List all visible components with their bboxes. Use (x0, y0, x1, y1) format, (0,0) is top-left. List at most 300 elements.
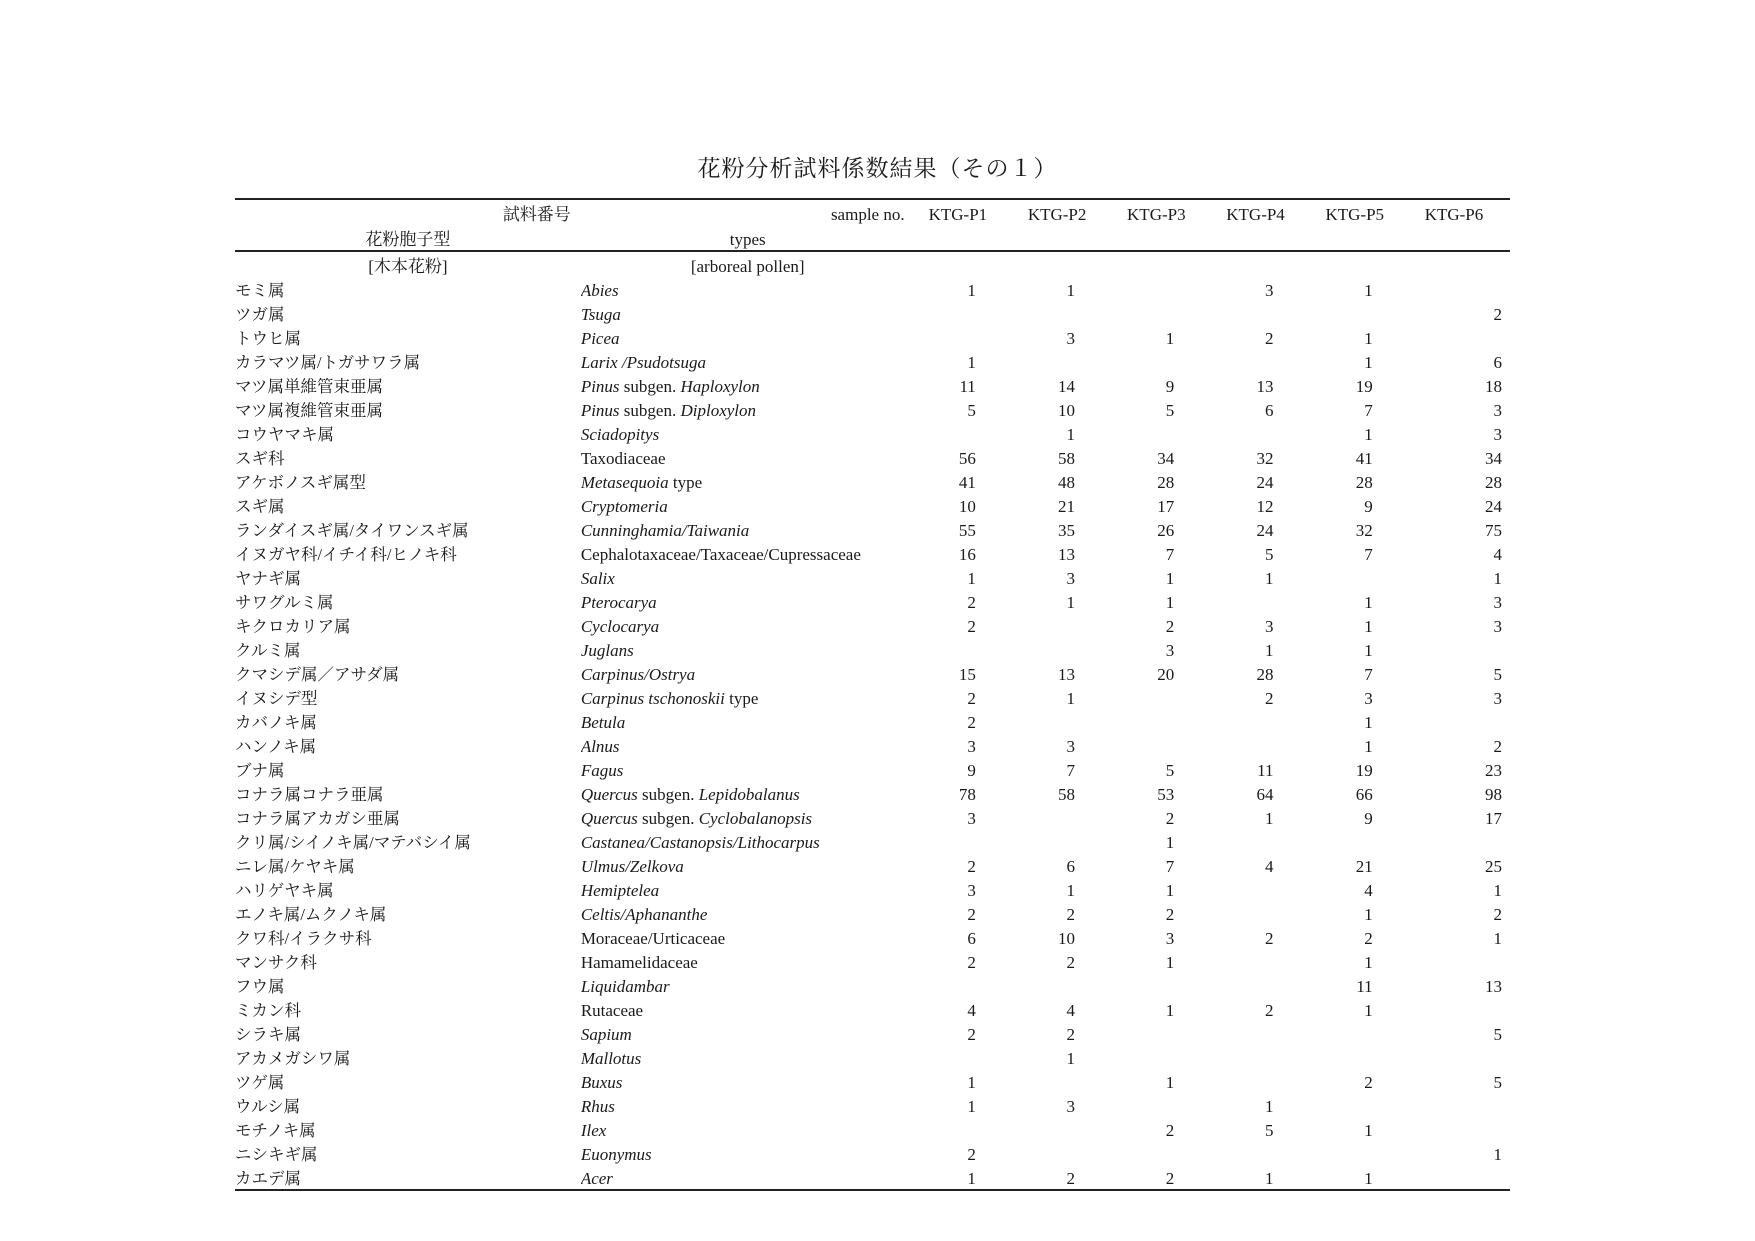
taxon-name-latin (581, 901, 915, 925)
page-title: 花粉分析試料係数結果（その１） (697, 156, 1058, 181)
table-row (235, 493, 1510, 517)
taxon-name-latin (581, 517, 915, 541)
table-row (235, 1093, 1510, 1117)
count-cell: 55 (958, 521, 976, 540)
section-row-arboreal (235, 251, 1510, 277)
count-cell (1212, 1141, 1311, 1165)
table-row (235, 973, 1510, 997)
count-cell: 2 (967, 689, 976, 708)
taxon-name-jp: ツゲ属 (235, 1073, 285, 1092)
count-cell (1014, 829, 1113, 853)
count-cell: 3 (1066, 737, 1076, 756)
taxon-name-part: Carpinus/Ostrya (580, 665, 696, 684)
taxon-name-latin (581, 781, 915, 805)
taxon-name-part: Fagus (580, 761, 624, 780)
count-cell (1212, 829, 1311, 853)
column-header: KTG-P6 (1411, 199, 1510, 225)
taxon-name-jp: ランダイスギ属/タイワンスギ属 (235, 521, 469, 540)
count-cell: 1 (1066, 281, 1076, 300)
taxon-name-jp: カバノキ属 (235, 713, 317, 732)
count-cell (1212, 949, 1311, 973)
taxon-name-latin (581, 349, 915, 373)
taxon-name-part: subgen. (637, 785, 699, 804)
taxon-name-part: Carpinus tschonoskii (580, 689, 725, 708)
count-cell (1014, 1117, 1113, 1141)
taxon-name-part: Cyclocarya (580, 617, 660, 636)
taxon-name-latin (581, 493, 915, 517)
taxon-name-latin (581, 1093, 915, 1117)
taxon-name-jp: ツガ属 (235, 305, 285, 324)
taxon-name-jp: マツ属単維管束亜属 (235, 377, 384, 396)
taxon-name-jp: フウ属 (235, 977, 285, 996)
taxon-name-jp: アケボノスギ属型 (235, 473, 366, 492)
count-cell: 32 (1355, 521, 1373, 540)
count-cell: 13 (1058, 665, 1076, 684)
count-cell (915, 1117, 1014, 1141)
count-cell: 11 (959, 377, 976, 396)
taxon-name-jp: スギ属 (235, 497, 285, 516)
taxon-name-latin (581, 661, 915, 685)
taxon-name-latin (581, 925, 915, 949)
count-cell: 25 (1485, 857, 1502, 876)
count-cell (1113, 685, 1212, 709)
count-cell: 1 (1212, 1165, 1311, 1190)
taxon-name-part: Lepidobalanus (698, 785, 800, 804)
count-cell (1411, 709, 1510, 733)
count-cell: 78 (958, 785, 976, 804)
count-cell: 2 (967, 1025, 976, 1044)
count-cell (1411, 997, 1510, 1021)
taxon-name-latin (581, 421, 915, 445)
count-cell (1212, 901, 1311, 925)
count-cell (1113, 973, 1212, 997)
taxon-name-jp: マツ属複維管束亜属 (235, 401, 384, 420)
count-cell: 23 (1485, 761, 1502, 780)
taxon-name-part: Rutaceae (580, 1001, 644, 1020)
count-cell: 3 (1493, 617, 1502, 636)
taxon-name-jp: エノキ属/ムクノキ属 (235, 905, 387, 924)
count-cell (1014, 637, 1113, 661)
taxon-name-jp: キクロカリア属 (235, 617, 351, 636)
count-cell: 2 (1264, 329, 1274, 348)
taxon-name-jp: マンサク科 (235, 953, 317, 972)
taxon-name-latin (581, 1021, 915, 1045)
taxon-name-jp: スギ科 (235, 449, 285, 468)
count-cell: 10 (1058, 929, 1076, 948)
taxon-name-jp: クルミ属 (235, 641, 301, 660)
count-cell (1014, 805, 1113, 829)
taxon-name-part: Cunninghamia/Taiwania (580, 521, 750, 540)
count-cell: 1 (967, 353, 976, 372)
count-cell: 7 (1066, 761, 1076, 780)
count-cell: 2 (1014, 1165, 1113, 1190)
count-cell: 3 (1264, 617, 1274, 636)
taxon-name-part: Larix /Psudotsuga (580, 353, 706, 372)
count-cell: 41 (1355, 449, 1373, 468)
taxon-name-jp: ヤナギ属 (235, 569, 301, 588)
taxon-name-jp: カエデ属 (235, 1165, 581, 1190)
count-cell (1212, 421, 1311, 445)
count-cell: 1 (1264, 1097, 1274, 1116)
table-row (235, 613, 1510, 637)
count-cell (1113, 421, 1212, 445)
taxon-name-part: Ilex (580, 1121, 607, 1140)
count-cell: 5 (1493, 665, 1502, 684)
table-row (235, 1165, 1510, 1190)
count-cell: 2 (967, 905, 976, 924)
table-row (235, 565, 1510, 589)
count-cell (1311, 301, 1410, 325)
taxon-name-jp: コナラ属コナラ亜属 (235, 785, 384, 804)
count-cell (1411, 1093, 1510, 1117)
count-cell: 16 (958, 545, 976, 564)
count-cell: 12 (1256, 497, 1274, 516)
taxon-name-jp: イヌガヤ科/イチイ科/ヒノキ科 (235, 545, 457, 564)
count-cell: 41 (958, 473, 976, 492)
count-cell: 32 (1256, 449, 1274, 468)
count-cell: 9 (1364, 809, 1373, 828)
taxon-name-latin (581, 973, 915, 997)
count-cell: 4 (1264, 857, 1274, 876)
taxon-name-jp: ミカン科 (235, 1001, 301, 1020)
taxon-name-jp: クマシデ属／アサダ属 (235, 665, 400, 684)
taxon-name-part: Metasequoia (580, 473, 669, 492)
taxon-name-part: Celtis/Aphananthe (580, 905, 708, 924)
count-cell: 2 (1493, 905, 1502, 924)
count-cell (915, 421, 1014, 445)
count-cell: 1 (1165, 881, 1175, 900)
count-cell: 3 (967, 809, 976, 828)
count-cell (1212, 877, 1311, 901)
taxon-name-latin (581, 325, 915, 349)
count-cell: 24 (1256, 521, 1274, 540)
taxon-name-jp: ハンノキ属 (235, 737, 317, 756)
table-row (235, 1045, 1510, 1069)
count-cell: 10 (1058, 401, 1076, 420)
count-cell: 3 (1165, 929, 1175, 948)
count-cell: 1 (1364, 1121, 1373, 1140)
count-cell (915, 325, 1014, 349)
count-cell (1212, 589, 1311, 613)
count-cell: 2 (1364, 929, 1373, 948)
count-cell (1411, 1117, 1510, 1141)
count-cell (915, 637, 1014, 661)
count-cell (1113, 1045, 1212, 1069)
taxon-name-latin (581, 1045, 915, 1069)
count-cell: 3 (1066, 1097, 1076, 1116)
table-row (235, 277, 1510, 301)
count-cell: 2 (1066, 905, 1076, 924)
table-row (235, 805, 1510, 829)
count-cell (1411, 1165, 1510, 1190)
count-cell: 1 (1493, 929, 1502, 948)
count-cell: 1 (1165, 329, 1175, 348)
table-row (235, 829, 1510, 853)
count-cell (1311, 1141, 1410, 1165)
count-cell: 1 (967, 569, 976, 588)
taxon-name-latin (581, 637, 915, 661)
count-cell: 17 (1157, 497, 1175, 516)
count-cell: 3 (1066, 329, 1076, 348)
taxon-name-part: subgen. (619, 377, 681, 396)
table-row (235, 301, 1510, 325)
count-cell: 28 (1485, 473, 1502, 492)
column-header: KTG-P4 (1212, 199, 1311, 225)
taxon-name-part: Moraceae/Urticaceae (580, 929, 726, 948)
taxon-name-part: Haploxylon (680, 377, 760, 396)
count-cell: 1 (915, 1165, 1014, 1190)
count-cell: 21 (1355, 857, 1373, 876)
taxon-name-part: Ulmus/Zelkova (580, 857, 684, 876)
count-cell: 3 (1066, 569, 1076, 588)
count-cell: 5 (1264, 1121, 1274, 1140)
count-cell (915, 829, 1014, 853)
count-cell: 14 (1058, 377, 1076, 396)
table-row (235, 781, 1510, 805)
header-row-sample (235, 199, 1510, 225)
count-cell: 1 (1364, 353, 1373, 372)
count-cell (1411, 1045, 1510, 1069)
taxon-name-part: Liquidambar (580, 977, 670, 996)
taxon-name-part: Salix (580, 569, 615, 588)
count-cell (1411, 637, 1510, 661)
count-cell (1212, 349, 1311, 373)
count-cell: 15 (958, 665, 976, 684)
column-header: KTG-P3 (1113, 199, 1212, 225)
count-cell: 5 (1165, 761, 1175, 780)
count-cell: 1 (1493, 569, 1502, 588)
count-cell (915, 973, 1014, 997)
count-cell: 5 (1264, 545, 1274, 564)
count-cell (1113, 301, 1212, 325)
taxon-name-part: Cryptomeria (580, 497, 668, 516)
count-cell: 58 (1058, 785, 1076, 804)
count-cell: 10 (958, 497, 976, 516)
count-cell: 35 (1058, 521, 1076, 540)
count-cell: 6 (967, 929, 976, 948)
taxon-name-jp: ウルシ属 (235, 1097, 301, 1116)
table-row (235, 589, 1510, 613)
count-cell (1113, 1141, 1212, 1165)
sample-label-jp: 試料番号 (235, 199, 581, 225)
table-row (235, 373, 1510, 397)
column-header: KTG-P1 (915, 199, 1014, 225)
table-row (235, 349, 1510, 373)
count-cell: 2 (967, 593, 976, 612)
count-cell: 1 (1165, 1073, 1175, 1092)
count-cell: 1 (1364, 713, 1373, 732)
count-cell: 2 (1165, 809, 1175, 828)
count-cell: 2 (967, 857, 976, 876)
count-cell: 7 (1364, 545, 1373, 564)
table-row (235, 517, 1510, 541)
taxon-name-latin (581, 757, 915, 781)
count-cell: 2 (1493, 737, 1502, 756)
taxon-name-part: Castanea/Castanopsis/Lithocarpus (580, 833, 820, 852)
taxon-name-part: type (724, 689, 759, 708)
taxon-name-part: Betula (580, 713, 626, 732)
taxon-name-part: Acer (580, 1169, 613, 1188)
count-cell: 53 (1157, 785, 1175, 804)
taxon-name-jp: カラマツ属/トガサワラ属 (235, 353, 421, 372)
count-cell: 3 (1493, 401, 1502, 420)
taxon-name-latin (581, 805, 915, 829)
taxon-name-latin (581, 1117, 915, 1141)
count-cell: 3 (1264, 281, 1274, 300)
taxon-name-part: type (668, 473, 703, 492)
count-cell (915, 1045, 1014, 1069)
taxon-name-part: subgen. (619, 401, 681, 420)
taxon-name-part: Sapium (580, 1025, 632, 1044)
count-cell: 6 (1066, 857, 1076, 876)
count-cell: 9 (967, 761, 976, 780)
table-row (235, 1117, 1510, 1141)
taxon-name-jp: コウヤマキ属 (235, 425, 334, 444)
count-cell: 2 (1264, 929, 1274, 948)
taxon-name-part: Euonymus (580, 1145, 652, 1164)
count-cell: 1 (1264, 809, 1274, 828)
taxon-name-jp: シラキ属 (235, 1025, 301, 1044)
count-cell: 1 (1364, 1001, 1373, 1020)
taxon-name-part: Juglans (580, 641, 634, 660)
type-label-en: types (581, 225, 915, 251)
count-cell: 2 (967, 1145, 976, 1164)
taxon-name-part: Abies (580, 281, 619, 300)
count-cell: 1 (1066, 1049, 1076, 1068)
table-row (235, 877, 1510, 901)
taxon-name-jp: ブナ属 (235, 761, 285, 780)
taxon-name-latin (581, 997, 915, 1021)
count-cell: 5 (1165, 401, 1175, 420)
count-cell: 1 (1066, 425, 1076, 444)
count-cell (1113, 733, 1212, 757)
taxon-name-latin (581, 565, 915, 589)
count-cell (1311, 829, 1410, 853)
table-row (235, 949, 1510, 973)
count-cell: 2 (1066, 953, 1076, 972)
taxon-name-part: Pterocarya (580, 593, 657, 612)
table-row (235, 325, 1510, 349)
count-cell (1411, 829, 1510, 853)
count-cell (1014, 1141, 1113, 1165)
taxon-name-jp: ニレ属/ケヤキ属 (235, 857, 355, 876)
table-row (235, 541, 1510, 565)
count-cell (1113, 709, 1212, 733)
table-row (235, 445, 1510, 469)
taxon-name-part: Picea (580, 329, 620, 348)
table-row (235, 421, 1510, 445)
taxon-name-latin (581, 541, 915, 565)
taxon-name-latin (581, 469, 915, 493)
count-cell: 34 (1157, 449, 1175, 468)
taxon-name-part: Rhus (580, 1097, 615, 1116)
count-cell (1212, 1021, 1311, 1045)
count-cell: 1 (1364, 641, 1373, 660)
count-cell: 3 (1165, 641, 1175, 660)
count-cell: 3 (1493, 593, 1502, 612)
count-cell: 2 (1165, 1121, 1175, 1140)
count-cell: 5 (1493, 1025, 1502, 1044)
count-cell: 34 (1485, 449, 1502, 468)
section-label-en: [arboreal pollen] (690, 257, 805, 276)
count-cell: 21 (1058, 497, 1076, 516)
taxon-name-part: Diploxylon (680, 401, 757, 420)
sample-label-en: sample no. (581, 199, 915, 225)
table-row (235, 997, 1510, 1021)
taxon-name-latin (581, 373, 915, 397)
count-cell: 1 (1364, 617, 1373, 636)
taxon-name-jp: クリ属/シイノキ属/マテバシイ属 (235, 833, 471, 852)
taxon-name-latin (581, 613, 915, 637)
count-cell: 1 (1364, 953, 1373, 972)
count-cell (1411, 325, 1510, 349)
count-cell: 6 (1264, 401, 1274, 420)
taxon-name-part: subgen. (637, 809, 699, 828)
count-cell: 48 (1058, 473, 1076, 492)
count-cell: 1 (967, 1097, 976, 1116)
taxon-name-part: Pinus (580, 401, 620, 420)
taxon-name-jp: ハリゲヤキ属 (235, 881, 334, 900)
count-cell (1113, 349, 1212, 373)
count-cell: 1 (1165, 593, 1175, 612)
section-label-jp: [木本花粉] (368, 257, 448, 276)
count-cell (1212, 1045, 1311, 1069)
count-cell: 24 (1485, 497, 1502, 516)
table-row (235, 637, 1510, 661)
table-row (235, 469, 1510, 493)
count-cell: 26 (1157, 521, 1175, 540)
taxon-name-latin (581, 1165, 915, 1190)
count-cell: 7 (1165, 857, 1175, 876)
count-cell: 2 (967, 617, 976, 636)
taxon-name-jp: モチノキ属 (235, 1121, 316, 1140)
taxon-name-latin (581, 949, 915, 973)
count-cell: 3 (1364, 689, 1373, 708)
taxon-name-part: Cephalotaxaceae/Taxaceae/Cupressaceae (580, 545, 861, 564)
taxon-name-latin (581, 1069, 915, 1093)
pollen-count-table (235, 198, 1510, 1191)
table-row (235, 709, 1510, 733)
table-row (235, 685, 1510, 709)
count-cell (1212, 1069, 1311, 1093)
count-cell (1311, 565, 1410, 589)
count-cell (1411, 277, 1510, 301)
count-cell (1014, 349, 1113, 373)
count-cell: 1 (1264, 569, 1274, 588)
count-cell: 1 (1493, 881, 1502, 900)
count-cell: 4 (1066, 1001, 1076, 1020)
table-row (235, 757, 1510, 781)
count-cell: 1 (1493, 1145, 1502, 1164)
taxon-name-part: Tsuga (580, 305, 621, 324)
count-cell: 28 (1157, 473, 1175, 492)
taxon-name-jp: モミ属 (235, 281, 285, 300)
table-row (235, 1021, 1510, 1045)
table-row (235, 901, 1510, 925)
count-cell (1113, 277, 1212, 301)
count-cell: 1 (1364, 593, 1373, 612)
taxon-name-jp: コナラ属アカガシ亜属 (235, 809, 400, 828)
count-cell: 2 (1165, 617, 1175, 636)
count-cell: 2 (1493, 305, 1502, 324)
count-cell: 4 (1364, 881, 1373, 900)
count-cell (1014, 613, 1113, 637)
count-cell: 2 (1113, 1165, 1212, 1190)
table-row (235, 397, 1510, 421)
count-cell (1212, 733, 1311, 757)
taxon-name-latin (581, 685, 915, 709)
count-cell (1311, 1045, 1410, 1069)
